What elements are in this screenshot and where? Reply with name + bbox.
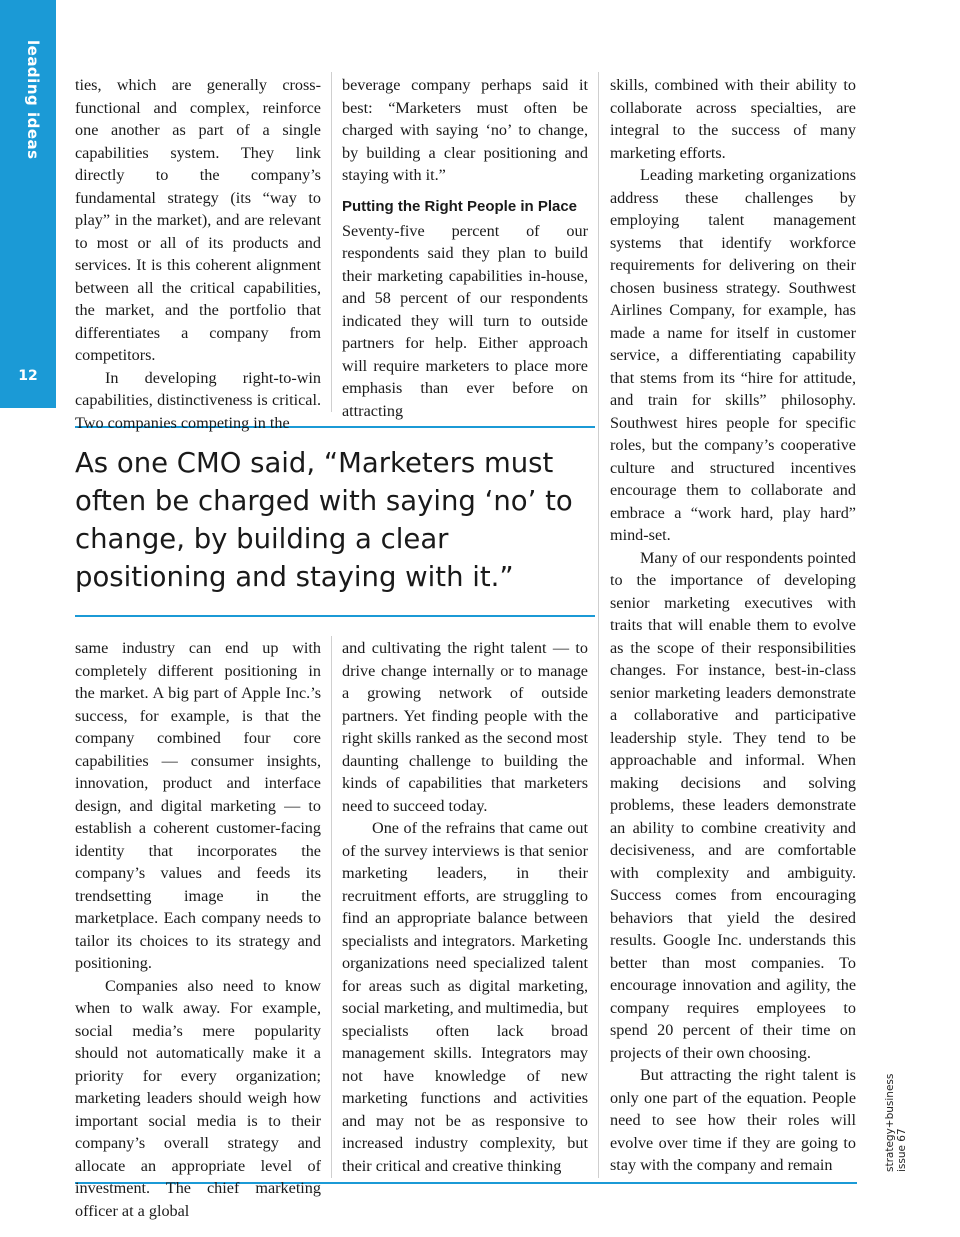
- column-3: [610, 74, 856, 1177]
- paragraph: One of the refrains that came out of the survey interviews is that senior marketing leaders, in their recruitment efforts, are struggling to find an appropriate balance between specialists and integrators. Marketing organizations need specialized talent for areas such as digital marketing, social marketing, and multimedia, but specialists often lack broad management skills. Integrators may not have knowledge of new marketing functions and activities and may not be as responsive to increased industry complexity, but their critical and creative thinking: [342, 819, 588, 1175]
- paragraph: and cultivating the right talent — to drive change internally or to manage a growing network of outside partners. Yet finding people with the right skills ranked as the second most daunting challenge to building the kinds of capabilities that marketers need to succeed today.: [342, 639, 588, 815]
- paragraph: ties, which are generally cross-functional and complex, reinforce one another as part of a single capabilities system. They link directly to the company’s fundamental strategy (its “way to play” in the market), and are relevant to most or all of its products and services. It is this coherent alignment between all the critical capabilities, the market, and the portfolio that differentiates a company from competitors.: [75, 76, 321, 364]
- column-2-bottom: [342, 637, 588, 1177]
- paragraph: beverage company perhaps said it best: “Marketers must often be charged with saying ‘no’ to change, by building a clear positioning and staying with it.”: [342, 76, 588, 184]
- pullquote-bottom-rule: [75, 615, 595, 617]
- paragraph: skills, combined with their ability to collaborate across specialties, are integral to the success of many marketing efforts.: [610, 76, 856, 162]
- column-1-bottom: [75, 637, 321, 1222]
- column-1-top: [75, 74, 321, 434]
- pull-quote: As one CMO said, “Marketers must often be charged with saying ‘no’ to change, by building a clear positioning and staying with it.”: [75, 447, 573, 593]
- page-number: 12: [18, 368, 38, 384]
- paragraph: Many of our respondents pointed to the importance of developing senior marketing executives with traits that will enable them to evolve as the scope of their responsibilities changes. For instance, best-in-class senior marketing leaders demonstrate a collaborative and participative leadership style. They tend to be approachable and informal. When making decisions and solving problems, these leaders demonstrate an ability to combine creativity and decisiveness, and are comfortable with complexity and ambiguity. Success comes from encouraging behaviors that yield the desired results. Google Inc. understands this better than most companies. To encourage innovation and agility, the company requires employees to spend 20 percent of their time on projects of their own choosing.: [610, 548, 856, 1062]
- paragraph: same industry can end up with completely different positioning in the market. A big part of Apple Inc.’s success, for example, is that the company combined four core capabilities — consumer insights, innovation, product and interface design, and digital marketing — to establish a coherent customer-facing identity that incorporates the company’s values and feeds its trendsetting image in the marketplace. Each company needs to tailor its choices to its strategy and positioning.: [75, 639, 321, 972]
- column-2-top: [342, 74, 588, 422]
- issue-footer: strategy+business issue 67: [884, 1073, 908, 1172]
- column-divider-1: [331, 72, 332, 412]
- paragraph: But attracting the right talent is only one part of the equation. People need to see how their roles will evolve over time if they are going to stay with the company and remain: [610, 1066, 856, 1174]
- column-divider-2: [598, 72, 599, 1178]
- paragraph: In developing right-to-win capabilities, distinctiveness is critical. Two companies competing in the: [75, 368, 321, 432]
- paragraph: Seventy-five percent of our respondents said they plan to build their marketing capabilities in-house, and 58 percent of our respondents indicated they will turn to outside partners for help. Either approach will require marketers to place more emphasis than ever before on attracting: [342, 221, 588, 420]
- section-label: leading ideas: [24, 40, 42, 160]
- column-divider-3: [331, 636, 332, 1178]
- paragraph: Leading marketing organizations address these challenges by employing talent management systems that identify workforce requirements for delivering on their chosen business strategy. Southwest Airlines Company, for example, has made a name for itself in customer service, a differentiating capability that stems from its “hire for attitude, and train for skills” philosophy. Southwest hires people for specific roles, but the company’s cooperative culture and structured incentives encourage them to collaborate and embrace a “work hard, play hard” mind-set.: [610, 166, 856, 544]
- subheading: Putting the Right People in Place: [342, 197, 578, 215]
- paragraph: Companies also need to know when to walk away. For example, social media’s mere popularity should not automatically make it a priority for every organization; marketing leaders should weigh how important social media is to their company’s overall strategy and allocate an appropriate level of investment. The chief marketing officer at a global: [75, 976, 321, 1220]
- section-tab: [0, 0, 56, 408]
